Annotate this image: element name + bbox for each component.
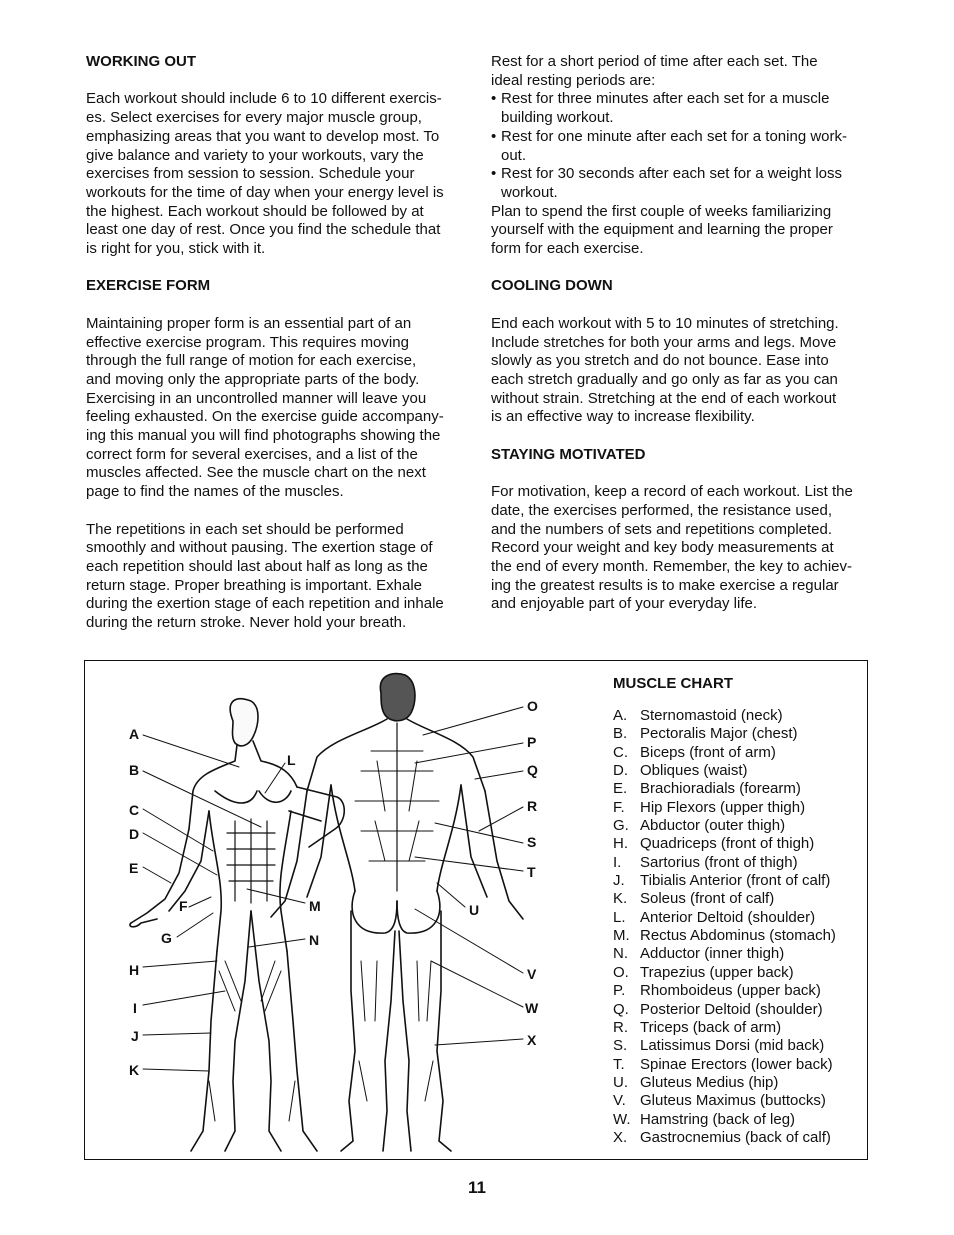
- muscle-list-item: [613, 982, 836, 1000]
- figure-label-x: X: [527, 1032, 537, 1048]
- figure-label-s: S: [527, 834, 537, 850]
- figure-label-d: D: [129, 826, 140, 842]
- text-line: Plan to spend the first couple of weeks familiarizing: [491, 202, 832, 220]
- text-line: date, the exercises performed, the resistance used,: [491, 501, 833, 519]
- figure-label-i: I: [133, 1000, 137, 1016]
- text-line: is right for you, stick with it.: [86, 240, 266, 258]
- text-line: the highest. Each workout should be followed by at: [86, 202, 424, 220]
- muscle-list-item: [613, 964, 836, 982]
- text-line: • Rest for three minutes after each set for a muscle: [501, 90, 830, 108]
- figure-label-t: T: [527, 864, 536, 880]
- text-line: and moving only the appropriate parts of the body.: [86, 370, 420, 388]
- muscle-letter: X.: [613, 1128, 628, 1146]
- muscle-name: Posterior Deltoid (shoulder): [640, 1000, 823, 1018]
- text-line: form for each exercise.: [491, 240, 644, 258]
- text-line: ing the greatest results is to make exercise a regular: [491, 576, 839, 594]
- muscle-list-item: [613, 1037, 836, 1055]
- muscle-name: Pectoralis Major (chest): [640, 725, 798, 743]
- figure-label-u: U: [469, 902, 480, 918]
- text-line: Record your weight and key body measurements at: [491, 539, 834, 557]
- muscle-letter: T.: [613, 1055, 625, 1073]
- rest-bullet-item: [491, 128, 871, 165]
- muscle-letter: A.: [613, 707, 628, 724]
- text-line: exercises from session to session. Schedule your: [86, 165, 415, 183]
- muscle-list-item: [613, 872, 836, 890]
- rest-paragraph: [491, 53, 871, 90]
- muscle-letter: V.: [613, 1092, 626, 1110]
- right-column: [491, 53, 871, 614]
- text-line: • Rest for one minute after each set for a toning work-: [501, 127, 848, 145]
- text-line: smoothly and without pausing. The exertion stage of: [86, 539, 433, 557]
- staying-motivated-paragraph: [491, 483, 871, 614]
- muscle-figures-illustration: [85, 661, 605, 1158]
- text-line: workouts for the time of day when your energy level is: [86, 183, 444, 201]
- muscle-name: Soleus (front of calf): [640, 890, 775, 908]
- text-line: building workout.: [501, 109, 614, 127]
- text-line: ideal resting periods are:: [491, 71, 656, 89]
- muscle-list-item: [613, 1056, 836, 1074]
- text-line: during the return stroke. Never hold your breath.: [86, 614, 407, 632]
- muscle-name: Quadriceps (front of thigh): [640, 835, 815, 853]
- muscle-name: Abductor (outer thigh): [640, 817, 786, 835]
- muscle-letter: J.: [613, 872, 625, 890]
- rest-bullet-item: [491, 90, 871, 127]
- text-line: End each workout with 5 to 10 minutes of stretching.: [491, 314, 839, 332]
- muscle-name: Gastrocnemius (back of calf): [640, 1128, 831, 1146]
- text-line: return stage. Proper breathing is important. Exhale: [86, 576, 423, 594]
- text-line: each repetition should last about half as long as the: [86, 557, 428, 575]
- muscle-name: Tibialis Anterior (front of calf): [640, 872, 831, 890]
- figure-label-m: M: [309, 898, 321, 914]
- text-line: during the exertion stage of each repetition and inhale: [86, 595, 444, 613]
- figure-label-r: R: [527, 798, 538, 814]
- text-line: correct form for several exercises, and a list of the: [86, 445, 418, 463]
- text-line: muscles affected. See the muscle chart on the next: [86, 464, 426, 482]
- muscle-name: Gluteus Maximus (buttocks): [640, 1092, 826, 1110]
- muscle-letter: M.: [613, 927, 630, 945]
- muscle-letter: C.: [613, 743, 628, 761]
- text-line: slowly as you stretch and do not bounce. Ease into: [491, 352, 829, 370]
- muscle-name: Gluteus Medius (hip): [640, 1073, 779, 1091]
- text-line: ing this manual you will find photographs showing the: [86, 427, 441, 445]
- figure-label-v: V: [527, 966, 537, 982]
- muscle-letter: W.: [613, 1110, 631, 1128]
- muscle-list-item: [613, 927, 836, 945]
- cooling-down-paragraph: [491, 315, 871, 427]
- muscle-letter: I.: [613, 853, 622, 871]
- text-line: workout.: [501, 183, 558, 201]
- muscle-letter: F.: [613, 798, 625, 816]
- text-line: emphasizing areas that you want to develop most. To: [86, 127, 440, 145]
- muscle-list-item: [613, 780, 836, 798]
- figure-label-w: W: [525, 1000, 539, 1016]
- muscle-name: Sartorius (front of thigh): [640, 853, 798, 871]
- repetitions-paragraph: [86, 521, 466, 633]
- muscle-list-item: [613, 1092, 836, 1110]
- text-line: through the full range of motion for each exercise,: [86, 352, 417, 370]
- muscle-list-item: [613, 744, 836, 762]
- figure-label-g: G: [161, 930, 172, 946]
- text-line: and enjoyable part of your everyday life.: [491, 595, 757, 613]
- figure-labels: [129, 698, 539, 1078]
- muscle-letter: S.: [613, 1037, 628, 1055]
- text-line: give balance and variety to your workouts, vary the: [86, 146, 424, 164]
- figure-label-p: P: [527, 734, 537, 750]
- muscle-letter: R.: [613, 1018, 628, 1036]
- staying-motivated-heading: STAYING MOTIVATED: [491, 445, 646, 463]
- cooling-down-heading: COOLING DOWN: [491, 277, 613, 295]
- muscle-name: Rectus Abdominus (stomach): [640, 927, 836, 945]
- muscle-list-item: [613, 835, 836, 853]
- muscle-name: Brachioradials (forearm): [640, 780, 801, 798]
- muscle-letter: O.: [613, 963, 629, 981]
- text-line: least one day of rest. Once you find the schedule that: [86, 221, 441, 239]
- text-line: effective exercise program. This requires moving: [86, 333, 409, 351]
- muscle-list-item: [613, 762, 836, 780]
- text-line: yourself with the equipment and learning the proper: [491, 221, 833, 239]
- working-out-heading: WORKING OUT: [86, 53, 196, 70]
- text-line: each stretch gradually and go only as far as you can: [491, 370, 838, 388]
- text-line: feeling exhausted. On the exercise guide accompany-: [86, 408, 444, 426]
- figure-label-j: J: [131, 1028, 139, 1044]
- muscle-name: Rhomboideus (upper back): [640, 982, 821, 1000]
- plan-paragraph: [491, 203, 871, 259]
- text-line: For motivation, keep a record of each workout. List the: [491, 483, 853, 501]
- rest-bullet-list: [491, 90, 871, 202]
- rest-bullet-item: [491, 165, 871, 202]
- muscle-list-item: [613, 909, 836, 927]
- figure-label-h: H: [129, 962, 140, 978]
- figure-label-o: O: [527, 698, 538, 714]
- muscle-list-item: [613, 945, 836, 963]
- muscle-list-item: [613, 1019, 836, 1037]
- text-line: and the numbers of sets and repetitions completed.: [491, 520, 833, 538]
- muscle-name: Hamstring (back of leg): [640, 1110, 796, 1128]
- exercise-form-paragraph: [86, 315, 466, 502]
- text-line: Rest for a short period of time after each set. The: [491, 53, 818, 70]
- muscle-letter: G.: [613, 817, 629, 835]
- muscle-name: Adductor (inner thigh): [640, 945, 785, 963]
- text-line: the end of every month. Remember, the key to achiev-: [491, 557, 853, 575]
- muscle-name: Trapezius (upper back): [640, 963, 794, 981]
- muscle-letter: K.: [613, 890, 628, 908]
- figure-label-a: A: [129, 726, 140, 742]
- text-line: Maintaining proper form is an essential part of an: [86, 314, 412, 332]
- muscle-name: Latissimus Dorsi (mid back): [640, 1037, 825, 1055]
- figure-label-e: E: [129, 860, 139, 876]
- muscle-name: Hip Flexors (upper thigh): [640, 798, 806, 816]
- muscle-letter: Q.: [613, 1000, 629, 1018]
- muscle-chart-box: [84, 660, 868, 1160]
- muscle-list-item: [613, 799, 836, 817]
- muscle-letter: D.: [613, 762, 628, 780]
- muscle-name: Triceps (back of arm): [640, 1018, 782, 1036]
- text-line: Each workout should include 6 to 10 different exercis-: [86, 90, 442, 108]
- muscle-list: [613, 707, 836, 1147]
- muscle-name: Biceps (front of arm): [640, 743, 776, 761]
- muscle-name: Obliques (waist): [640, 762, 748, 780]
- figure-label-c: C: [129, 802, 140, 818]
- text-line: without strain. Stretching at the end of each workout: [491, 389, 837, 407]
- muscle-name: Sternomastoid (neck): [640, 707, 783, 724]
- text-line: is an effective way to increase flexibility.: [491, 408, 755, 426]
- muscle-letter: N.: [613, 945, 628, 963]
- muscle-list-item: [613, 1129, 836, 1147]
- text-line: out.: [501, 146, 527, 164]
- muscle-letter: L.: [613, 908, 626, 926]
- working-out-paragraph: [86, 90, 466, 258]
- muscle-list-item: [613, 890, 836, 908]
- figure-label-b: B: [129, 762, 140, 778]
- muscle-list-item: [613, 1074, 836, 1092]
- text-line: • Rest for 30 seconds after each set for a weight loss: [501, 165, 843, 183]
- muscle-list-item: [613, 854, 836, 872]
- figure-label-l: L: [287, 752, 296, 768]
- left-column: [86, 53, 466, 633]
- text-line: The repetitions in each set should be performed: [86, 520, 404, 538]
- muscle-list-item: [613, 1001, 836, 1019]
- muscle-letter: U.: [613, 1073, 628, 1091]
- figure-label-q: Q: [527, 762, 538, 778]
- figure-label-n: N: [309, 932, 320, 948]
- page-number: 11: [468, 1178, 486, 1197]
- text-line: page to find the names of the muscles.: [86, 483, 344, 501]
- muscle-letter: E.: [613, 780, 628, 798]
- text-line: Include stretches for both your arms and legs. Move: [491, 333, 837, 351]
- figure-label-f: F: [179, 898, 188, 914]
- figure-label-k: K: [129, 1062, 140, 1078]
- exercise-form-heading: EXERCISE FORM: [86, 277, 211, 295]
- muscle-list-item: [613, 725, 836, 743]
- muscle-list-item: [613, 817, 836, 835]
- muscle-chart-title: MUSCLE CHART: [613, 675, 733, 692]
- muscle-letter: H.: [613, 835, 628, 853]
- muscle-name: Spinae Erectors (lower back): [640, 1055, 833, 1073]
- text-line: Exercising in an uncontrolled manner will leave you: [86, 389, 427, 407]
- muscle-letter: B.: [613, 725, 628, 743]
- muscle-letter: P.: [613, 982, 626, 1000]
- text-line: es. Select exercises for every major muscle group,: [86, 109, 422, 127]
- muscle-name: Anterior Deltoid (shoulder): [640, 908, 816, 926]
- muscle-list-item: [613, 1111, 836, 1129]
- muscle-list-item: [613, 707, 836, 725]
